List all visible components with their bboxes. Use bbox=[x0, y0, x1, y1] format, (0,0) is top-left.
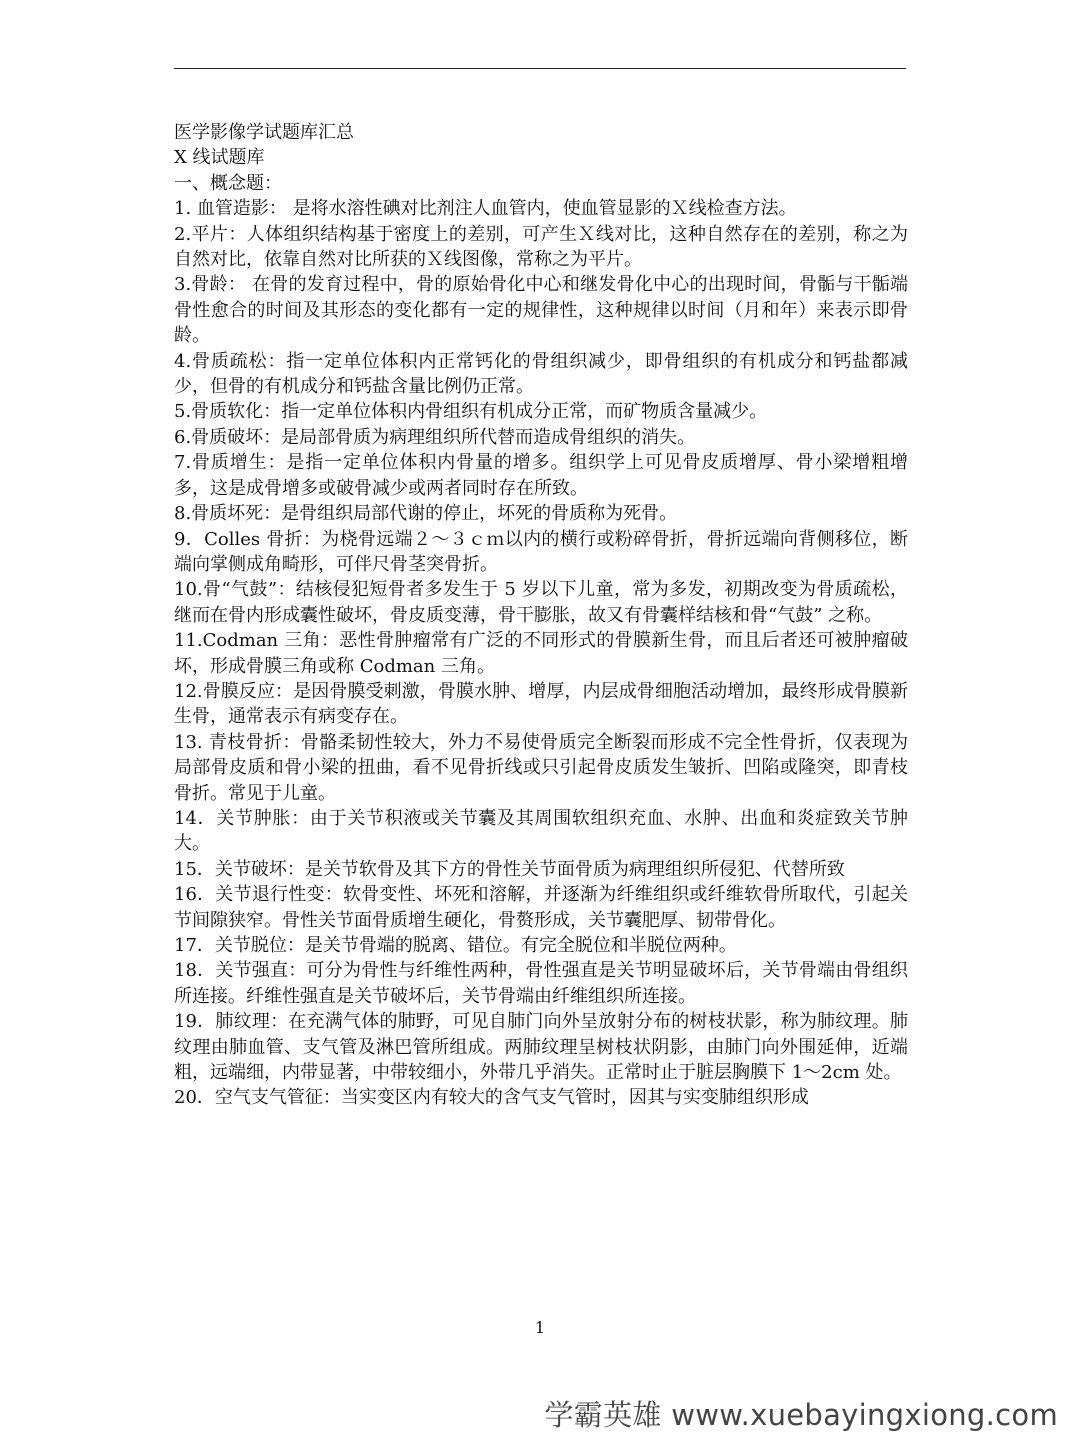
definition-paragraph: 13. 青枝骨折：骨骼柔韧性较大，外力不易使骨质完全断裂而形成不完全性骨折，仅表现为局部骨皮质和骨小梁的扭曲，看不见骨折线或只引起骨皮质发生皱折、凹陷或隆突，即青枝骨折。常见于儿童。 bbox=[174, 731, 908, 804]
header-rule bbox=[174, 68, 906, 69]
definition-paragraph: 14．关节肿胀：由于关节积液或关节囊及其周围软组织充血、水肿、出血和炎症致关节肿大。 bbox=[174, 807, 908, 855]
definition-paragraph: 3.骨龄： 在骨的发育过程中，骨的原始骨化中心和继发骨化中心的出现时间，骨骺与干骺端骨性愈合的时间及其形态的变化都有一定的规律性，这种规律以时间（月和年）来表示即骨龄。 bbox=[174, 274, 908, 347]
definition-paragraph: 16．关节退行性变：软骨变性、坏死和溶解，并逐渐为纤维组织或纤维软骨所取代，引起关节间隙狭窄。骨性关节面骨质增生硬化，骨赘形成，关节囊肥厚、韧带骨化。 bbox=[174, 884, 908, 931]
site-watermark: 学霸英雄 www.xuebayingxiong.com bbox=[544, 1398, 1058, 1432]
document-subtitle: X 线试题库 bbox=[174, 147, 265, 169]
definition-paragraph: 6.骨质破坏：是局部骨质为病理组织所代替而造成骨组织的消失。 bbox=[174, 426, 696, 448]
document-body bbox=[174, 120, 908, 1111]
definition-paragraph: 17．关节脱位：是关节骨端的脱离、错位。有完全脱位和半脱位两种。 bbox=[174, 935, 737, 956]
definition-paragraph: 10.骨“气鼓”：结核侵犯短骨者多发生于 5 岁以下儿童，常为多发，初期改变为骨质疏松，继而在骨内形成囊性破坏，骨皮质变薄，骨干膨胀，故又有骨囊样结核和骨“气鼓” 之称。 bbox=[174, 579, 908, 626]
definition-paragraph: 15．关节破坏：是关节软骨及其下方的骨性关节面骨质为病理组织所侵犯、代替所致 bbox=[174, 858, 845, 880]
definition-paragraph: 12.骨膜反应：是因骨膜受刺激，骨膜水肿、增厚，内层成骨细胞活动增加，最终形成骨膜新生骨，通常表示有病变存在。 bbox=[174, 680, 908, 728]
page-number: 1 bbox=[534, 1318, 546, 1337]
definition-paragraph: 1. 血管造影： 是将水溶性碘对比剂注人血管内，使血管显影的Ｘ线检查方法。 bbox=[174, 198, 797, 220]
definition-paragraph: 7.骨质增生：是指一定单位体积内骨量的增多。组织学上可见骨皮质增厚、骨小梁增粗增多，这是成骨增多或破骨减少或两者同时存在所致。 bbox=[174, 452, 908, 499]
definition-paragraph: 2.平片：人体组织结构基于密度上的差别，可产生Ｘ线对比，这种自然存在的差别，称之为自然对比，依靠自然对比所获的Ｘ线图像，常称之为平片。 bbox=[174, 223, 908, 271]
definition-paragraph: 5.骨质软化：指一定单位体积内骨组织有机成分正常，而矿物质含量减少。 bbox=[174, 401, 768, 423]
definition-paragraph: 4.骨质疏松：指一定单位体积内正常钙化的骨组织减少，即骨组织的有机成分和钙盐都减少，但骨的有机成分和钙盐含量比例仍正常。 bbox=[174, 350, 908, 398]
definition-paragraph: 8.骨质坏死：是骨组织局部代谢的停止，坏死的骨质称为死骨。 bbox=[174, 503, 678, 525]
definition-paragraph: 19．肺纹理：在充满气体的肺野，可见自肺门向外呈放射分布的树枝状影，称为肺纹理。肺纹理由肺血管、支气管及淋巴管所组成。两肺纹理呈树枝状阴影，由肺门向外围延伸，近端粗，远端细，内带显著，中带较细小，外带几乎消失。正常时止于脏层胸膜下 1～2cm 处。 bbox=[174, 1011, 908, 1084]
definition-paragraph: 9．Colles 骨折：为桡骨远端２～３ｃｍ以内的横行或粉碎骨折，骨折远端向背侧移位，断端向掌侧成角畸形，可伴尺骨茎突骨折。 bbox=[174, 528, 908, 575]
definition-paragraph: 20．空气支气管征：当实变区内有较大的含气支气管时，因其与实变肺组织形成 bbox=[174, 1087, 809, 1109]
definition-paragraph: 11.Codman 三角：恶性骨肿瘤常有广泛的不同形式的骨膜新生骨，而且后者还可被肿瘤破坏，形成骨膜三角或称 Codman 三角。 bbox=[174, 630, 908, 677]
definition-paragraph: 18．关节强直：可分为骨性与纤维性两种，骨性强直是关节明显破坏后，关节骨端由骨组织所连接。纤维性强直是关节破坏后，关节骨端由纤维组织所连接。 bbox=[174, 960, 908, 1007]
document-title: 医学影像学试题库汇总 bbox=[174, 122, 354, 143]
section-heading: 一、概念题： bbox=[174, 172, 282, 194]
